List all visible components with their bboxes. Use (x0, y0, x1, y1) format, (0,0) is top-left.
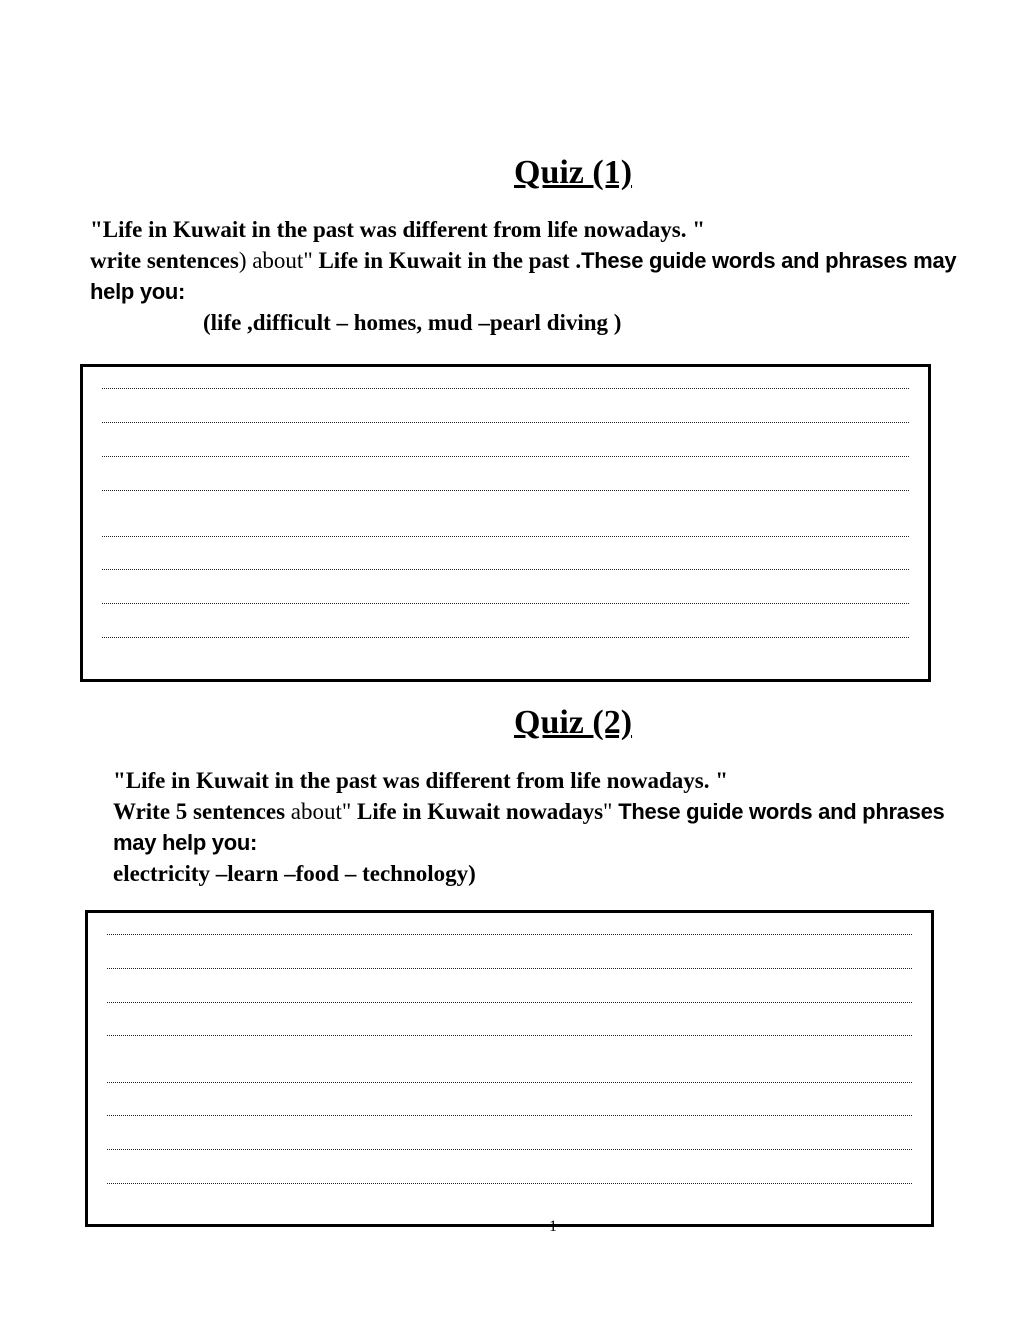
answer-line[interactable] (107, 1002, 912, 1003)
quiz-2-prompt-b2: " (603, 799, 619, 824)
answer-line[interactable] (102, 536, 909, 537)
answer-line[interactable] (102, 456, 909, 457)
quiz-1-prompt-c: Life in Kuwait in the past . (318, 248, 582, 273)
quiz-1-prompt (90, 245, 980, 307)
answer-line[interactable] (102, 569, 909, 570)
answer-line[interactable] (107, 968, 912, 969)
quiz-2-guide-heading: These guide words and phrases may help you: (113, 799, 945, 855)
answer-line[interactable] (107, 934, 912, 935)
quiz-2-guide-words: electricity –learn –food – technology) (113, 861, 476, 886)
answer-line[interactable] (107, 1183, 912, 1184)
quiz-2-prompt-b: about" (285, 799, 358, 824)
quiz-1-guide-words: (life ,difficult – homes, mud –pearl diving ) (203, 310, 622, 335)
quiz-2-title: Quiz (2) (514, 704, 633, 741)
quiz-2-prompt (113, 796, 963, 858)
quiz-2-answer-box[interactable] (85, 910, 934, 1227)
quiz-2-prompt-c: Life in Kuwait nowadays (357, 799, 604, 824)
answer-line[interactable] (107, 1149, 912, 1150)
answer-line[interactable] (107, 1082, 912, 1083)
answer-line[interactable] (102, 422, 909, 423)
answer-line[interactable] (102, 388, 909, 389)
quiz-1-title: Quiz (1) (514, 154, 633, 191)
answer-line[interactable] (102, 603, 909, 604)
quiz-1-instructions (90, 214, 980, 338)
quiz-2-quote: "Life in Kuwait in the past was different from life nowadays. " (113, 768, 729, 793)
page-number: 1 (549, 1218, 557, 1235)
answer-line[interactable] (107, 1115, 912, 1116)
answer-line[interactable] (102, 490, 909, 491)
quiz-2-prompt-a: Write 5 sentences (113, 799, 286, 824)
quiz-2-instructions (113, 765, 963, 889)
answer-line[interactable] (102, 637, 909, 638)
quiz-1-answer-box[interactable] (80, 364, 931, 682)
quiz-1-quote: "Life in Kuwait in the past was different from life nowadays. " (90, 217, 706, 242)
answer-line[interactable] (107, 1035, 912, 1036)
quiz-1-prompt-b: ) about" (238, 248, 319, 273)
quiz-1-prompt-a: write sentences (90, 248, 239, 273)
quiz-1-guide-heading: These guide words and phrases may help you: (90, 248, 957, 304)
